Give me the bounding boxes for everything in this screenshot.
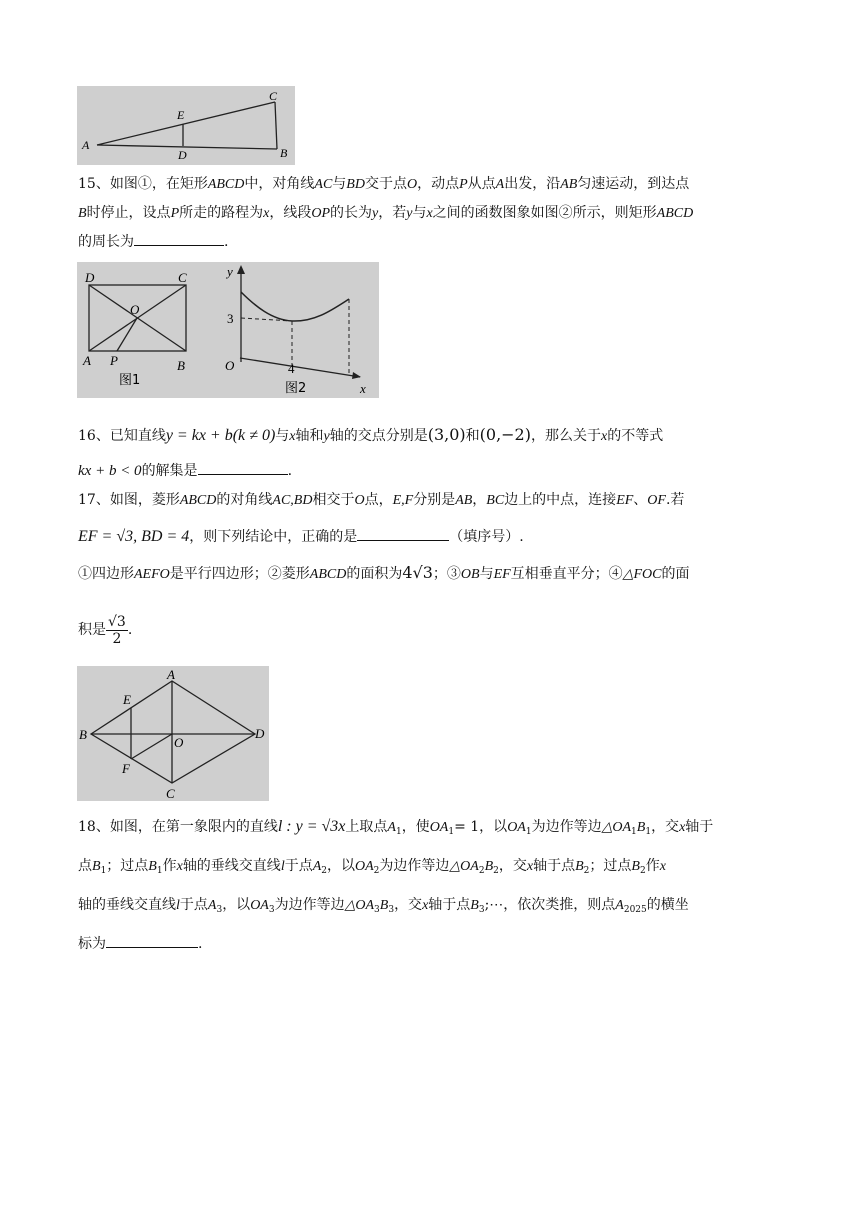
graph-label-O: O xyxy=(225,358,235,373)
label-C: C xyxy=(269,89,278,103)
question-17: 17、如图，菱形ABCD的对角线AC,BD相交于O点，E,F分别是AB，BC边上的中点，连接EF、OF.若 EF = √3, BD = 4，则下列结论中，正确的是 （填序号）. ①四边形AEFO是平行四边形；②菱形ABCD的面积为4√3；③OB与EF互相垂直平分；④△FOC的面 xyxy=(78,492,690,582)
answer-blank-17[interactable] xyxy=(357,526,449,541)
question-17-tail: 积是 $\frac{√3}{2}$ . xyxy=(78,613,133,647)
label-E: E xyxy=(177,108,185,122)
figure-q17 xyxy=(77,666,269,801)
figure-q14 xyxy=(77,86,295,165)
question-18: 18、如图，在第一象限内的直线l : y = √3x上取点$A_1$，使$OA_1= 1$，以$OA_1$为边作等边$\triangle OA_1B_1$，交x轴于 点$B_1$；过点$B_1$作x轴的垂线交直线l于点$A_2$，以$OA_2$为边作等边$\triangle OA_2B_2$，交x轴于点$B_2$；过点$B_2$作x 轴的垂线交直线l于点$A_3$，以$OA_3$为边作等边$\triangle OA_3B_3$，交x轴于点$B_3;\cdots$，依次类推，则点$A_{2025}$的横坐 标为 . xyxy=(78,818,714,952)
rect-label-C: C xyxy=(178,270,187,285)
caption-fig2: 图2 xyxy=(285,381,307,396)
rhombus-label-A: A xyxy=(167,667,175,682)
answer-blank-18[interactable] xyxy=(106,933,198,948)
answer-blank-15[interactable] xyxy=(134,231,224,246)
rect-label-P: P xyxy=(110,353,118,368)
label-D: D xyxy=(178,148,187,162)
label-B: B xyxy=(280,146,288,160)
caption-fig1: 图1 xyxy=(119,373,141,388)
rhombus-label-B: B xyxy=(79,727,87,742)
rect-label-D: D xyxy=(85,270,95,285)
rect-label-B: B xyxy=(177,358,185,373)
graph-tick-3: 3 xyxy=(227,311,234,326)
rect-label-A: A xyxy=(83,353,91,368)
rect-label-O: O xyxy=(130,302,140,317)
label-A: A xyxy=(82,138,90,152)
question-16: 16、已知直线y = kx + b(k ≠ 0)与x轴和y轴的交点分别是(3,0)和(0,−2)，那么关于x的不等式 kx + b < 0的解集是 . xyxy=(78,425,664,479)
graph-tick-4: 4 xyxy=(288,361,295,376)
answer-blank-16[interactable] xyxy=(198,460,288,475)
graph-label-y: y xyxy=(227,264,233,279)
question-15: 15、如图①，在矩形ABCD中，对角线AC与BD交于点O，动点P从点A出发，沿AB匀速运动，到达点 B时停止，设点P所走的路程为x，线段OP的长为y，若y与x之间的函数图象如图②所示，则矩形ABCD 的周长为 . xyxy=(78,176,694,250)
rhombus-label-E: E xyxy=(123,692,131,707)
rhombus-label-C: C xyxy=(166,786,175,801)
graph-label-x: x xyxy=(360,381,366,396)
figure-q15 xyxy=(77,262,379,398)
rhombus-label-F: F xyxy=(122,761,130,776)
rhombus-label-D: D xyxy=(255,726,265,741)
rhombus-label-O: O xyxy=(174,735,184,750)
fraction-sqrt3-over-2: $\frac{√3}{2}$ xyxy=(108,613,126,647)
